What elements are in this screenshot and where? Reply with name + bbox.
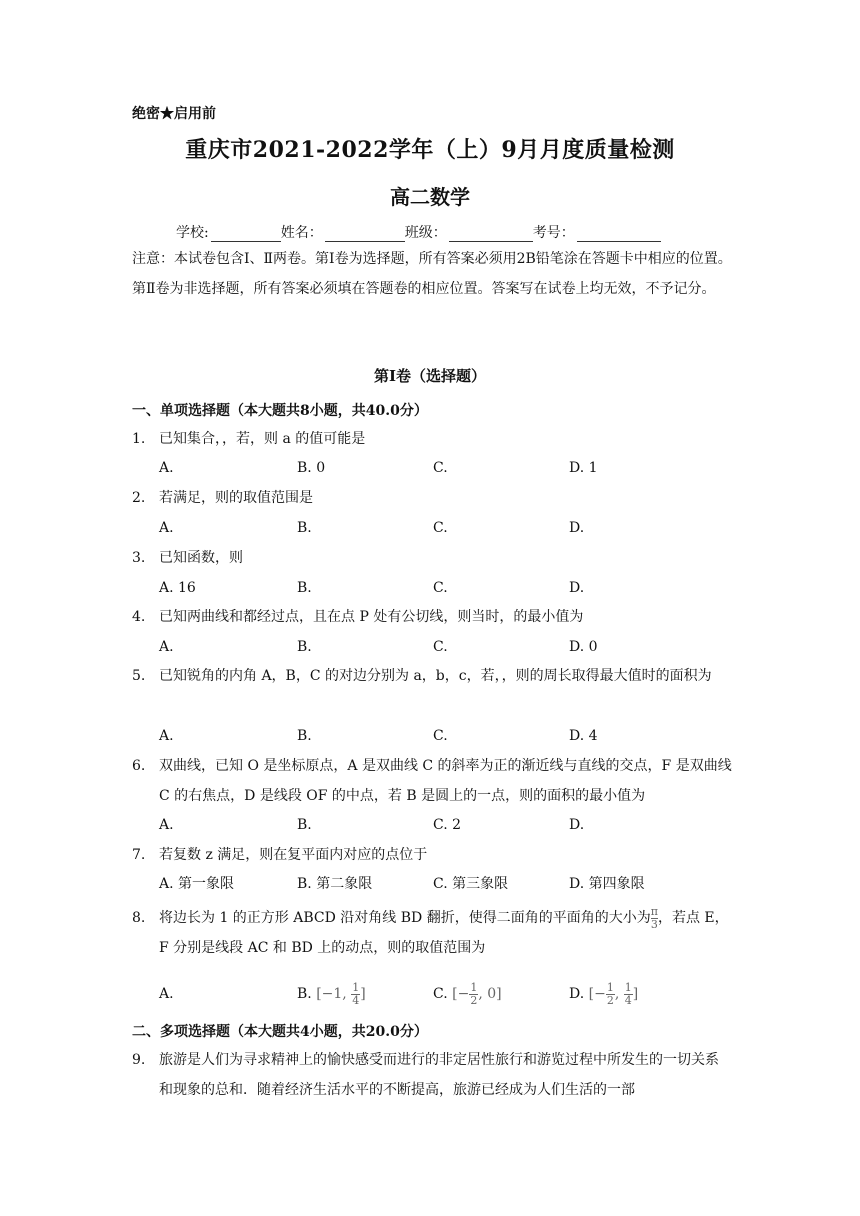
option-d[interactable]: D. [− $\frac{1}{2}$ , $\frac{1}{4}$ ] — [569, 980, 639, 1007]
question-4-options — [159, 632, 719, 662]
question-4: 4. 已知两曲线和都经过点，且在点 P 处有公切线，则当时，的最小值为 — [132, 602, 732, 632]
interval-neg1-to-quarter: [−1, $\frac{1}{4}$ ] — [316, 980, 366, 1007]
exam-notice: 注意：本试卷包含Ⅰ、Ⅱ两卷。第Ⅰ卷为选择题，所有答案必须用2B铅笔涂在答题卡中相应的位置。第Ⅱ卷为非选择题，所有答案必须填在答题卷的相应位置。答案写在试卷上均无效，不予记分。 — [132, 251, 732, 297]
question-1: 1. 已知集合，，若，则 a 的值可能是 — [132, 424, 732, 454]
question-stem: 已知两曲线和都经过点，且在点 P 处有公切线，则当时，的最小值为 — [159, 609, 584, 625]
question-5-options — [159, 721, 719, 751]
question-stem: 若复数 z 满足，则在复平面内对应的点位于 — [159, 847, 428, 863]
option-b[interactable]: B. — [297, 817, 312, 833]
question-stem: 双曲线，已知 O 是坐标原点，A 是双曲线 C 的斜率为正的渐近线与直线的交点，F 是双曲线 C 的右焦点，D 是线段 OF 的中点，若 B 是圆上的一点，则的面积的最小值为 — [159, 758, 732, 804]
option-c[interactable]: C. — [433, 580, 448, 596]
option-d[interactable]: D. — [569, 580, 585, 596]
question-stem: 已知集合，，若，则 a 的值可能是 — [159, 431, 366, 447]
option-b[interactable]: B. — [297, 580, 312, 596]
question-6-options — [159, 810, 719, 840]
question-3-options — [159, 573, 719, 603]
pi-over-3-fraction — [651, 906, 658, 931]
question-2-options — [159, 513, 719, 543]
question-8: 8. 将边长为 1 的正方形 ABCD 沿对角线 BD 翻折，使得二面角的平面角的大小为 $\frac{\pi}{3}$，若点 E，F 分别是线段 AC 和 BD 上的动点，则的取值范围为 — [132, 903, 732, 963]
option-a[interactable]: A. — [159, 817, 174, 833]
question-3: 3. 已知函数，则 — [132, 543, 732, 573]
option-c[interactable]: C. [− $\frac{1}{2}$ , 0] — [433, 980, 502, 1007]
option-a[interactable]: A. — [159, 520, 174, 536]
section-title: 第Ⅰ卷（选择题） — [373, 367, 487, 385]
question-stem: 将边长为 1 的正方形 ABCD 沿对角线 BD 翻折，使得二面角的平面角的大小为 $\frac{\pi}{3}$，若点 E，F 分别是线段 AC 和 BD 上的动点，则的取值范围为 — [159, 904, 729, 956]
question-1-options — [159, 453, 719, 483]
option-b[interactable]: B. [−1, $\frac{1}{4}$ ] — [297, 980, 366, 1007]
option-b[interactable]: B. 0 — [297, 460, 326, 476]
option-b[interactable]: B. — [297, 520, 312, 536]
option-c[interactable]: C. — [433, 639, 448, 655]
student-info-row — [176, 222, 661, 242]
question-7-options — [159, 869, 719, 899]
option-a[interactable]: A. — [159, 986, 174, 1002]
option-c[interactable]: C. — [433, 728, 448, 744]
option-a[interactable]: A. 16 — [159, 580, 196, 596]
option-d[interactable]: D. — [569, 520, 585, 536]
question-8-options — [159, 979, 719, 1009]
name-field[interactable]: 姓名： — [281, 222, 405, 242]
question-9: 9. 旅游是人们为寻求精神上的愉快感受而进行的非定居性旅行和游览过程中所发生的一切关系和现象的总和．随着经济生活水平的不断提高，旅游已经成为人们生活的一部 — [132, 1045, 732, 1105]
option-b[interactable]: B. — [297, 639, 312, 655]
question-7: 7. 若复数 z 满足，则在复平面内对应的点位于 — [132, 840, 732, 870]
option-c[interactable]: C. — [433, 460, 448, 476]
option-c[interactable]: C. 2 — [433, 817, 462, 833]
fraction-numerator: π — [650, 904, 658, 918]
question-6: 6. 双曲线，已知 O 是坐标原点，A 是双曲线 C 的斜率为正的渐近线与直线的交点，F 是双曲线 C 的右焦点，D 是线段 OF 的中点，若 B 是圆上的一点，则的面积的最小值为 — [132, 751, 732, 811]
class-field[interactable]: 班级： — [405, 222, 533, 242]
exam-subject: 高二数学 — [390, 185, 470, 209]
question-stem: 已知函数，则 — [159, 550, 243, 566]
option-a[interactable]: A. — [159, 728, 174, 744]
exam-title: 重庆市2021-2022学年（上）9月月度质量检测 — [185, 137, 675, 163]
secret-label: 绝密★启用前 — [132, 106, 216, 122]
interval-neg-half-to-0: [− $\frac{1}{2}$ , 0] — [452, 980, 502, 1007]
interval-neg-half-to-quarter: [− $\frac{1}{2}$ , $\frac{1}{4}$ ] — [588, 980, 639, 1007]
option-d[interactable]: D. — [569, 817, 585, 833]
option-d[interactable]: D. 4 — [569, 728, 598, 744]
option-d[interactable]: D. 1 — [569, 460, 598, 476]
option-a[interactable]: A. — [159, 460, 174, 476]
option-c[interactable]: C. 第三象限 — [433, 876, 509, 892]
option-c[interactable]: C. — [433, 520, 448, 536]
school-field[interactable]: 学校: — [176, 222, 281, 242]
question-5: 5. 已知锐角的内角 A，B，C 的对边分别为 a，b，c，若，，则的周长取得最大值时的面积为 — [132, 661, 732, 691]
question-stem: 旅游是人们为寻求精神上的愉快感受而进行的非定居性旅行和游览过程中所发生的一切关系和现象的总和．随着经济生活水平的不断提高，旅游已经成为人们生活的一部 — [159, 1052, 719, 1098]
question-2: 2. 若满足，则的取值范围是 — [132, 483, 732, 513]
option-a[interactable]: A. 第一象限 — [159, 876, 235, 892]
option-b[interactable]: B. — [297, 728, 312, 744]
option-b[interactable]: B. 第二象限 — [297, 876, 373, 892]
exam-number-field[interactable]: 考号： — [533, 222, 661, 242]
option-d[interactable]: D. 0 — [569, 639, 598, 655]
option-a[interactable]: A. — [159, 639, 174, 655]
question-stem: 若满足，则的取值范围是 — [159, 490, 313, 506]
part2-header: 二、多项选择题（本大题共4小题，共20.0分） — [132, 1024, 428, 1040]
part1-header: 一、单项选择题（本大题共8小题，共40.0分） — [132, 403, 428, 419]
question-stem: 已知锐角的内角 A，B，C 的对边分别为 a，b，c，若，，则的周长取得最大值时的面积为 — [159, 668, 712, 684]
option-d[interactable]: D. 第四象限 — [569, 876, 645, 892]
fraction-denominator: 3 — [650, 917, 658, 931]
